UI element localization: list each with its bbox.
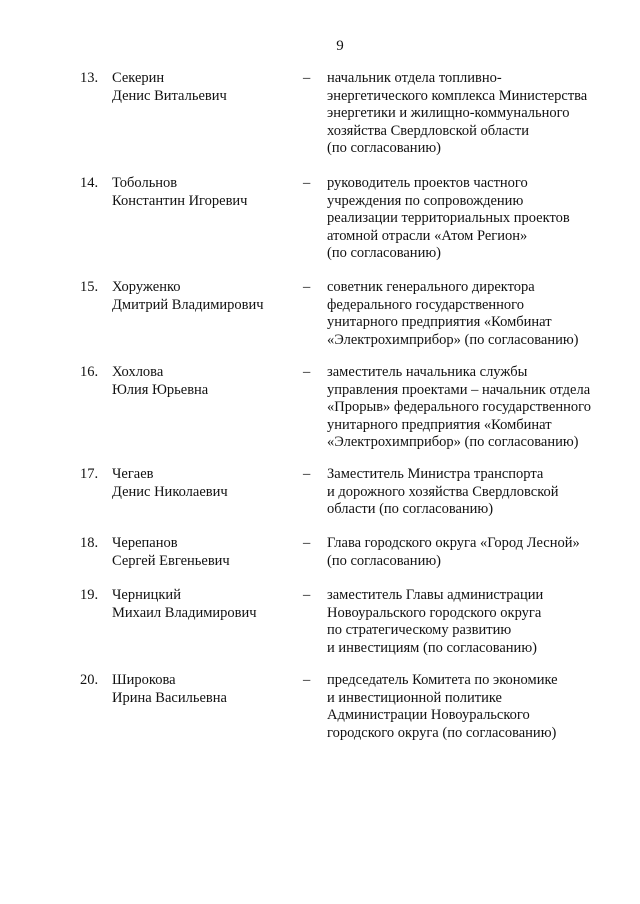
surname: Тобольнов xyxy=(112,175,178,191)
description-line: городского округа (по согласованию) xyxy=(327,724,557,741)
surname: Широкова xyxy=(112,672,176,688)
person-name xyxy=(112,70,297,105)
description-line: «Прорыв» федерального государственного xyxy=(327,399,591,415)
page-number: 9 xyxy=(336,38,344,54)
position-description xyxy=(327,672,617,742)
description-line: советник генерального директора xyxy=(327,279,535,295)
given-names: Юлия Юрьевна xyxy=(112,381,209,398)
person-name xyxy=(112,535,297,570)
separator-dash: – xyxy=(303,535,311,551)
given-names: Михаил Владимирович xyxy=(112,604,257,621)
description-line: по стратегическому развитию xyxy=(327,622,512,638)
description-line: заместитель начальника службы xyxy=(327,364,528,380)
separator-dash: – xyxy=(303,587,311,603)
description-line: председатель Комитета по экономике xyxy=(327,672,558,688)
description-line: Заместитель Министра транспорта xyxy=(327,466,544,482)
surname: Черницкий xyxy=(112,587,181,603)
description-line: энергетики и жилищно-коммунального xyxy=(327,105,570,121)
separator-dash: – xyxy=(303,175,311,191)
given-names: Дмитрий Владимирович xyxy=(112,296,264,313)
separator-dash: – xyxy=(303,672,311,688)
item-number: 17. xyxy=(80,466,99,482)
description-line: управления проектами – начальник отдела xyxy=(327,381,591,398)
description-line: Администрации Новоуральского xyxy=(327,707,530,723)
surname: Черепанов xyxy=(112,535,178,551)
description-line: и инвестиционной политике xyxy=(327,689,502,706)
given-names: Денис Николаевич xyxy=(112,483,228,500)
separator-dash: – xyxy=(303,279,311,295)
given-names: Денис Витальевич xyxy=(112,87,227,104)
position-description xyxy=(327,279,617,349)
description-line: унитарного предприятия «Комбинат xyxy=(327,416,552,433)
person-name xyxy=(112,175,297,210)
position-description xyxy=(327,535,617,570)
surname: Секерин xyxy=(112,70,165,86)
description-line: Новоуральского городского округа xyxy=(327,604,542,621)
given-names: Сергей Евгеньевич xyxy=(112,552,230,569)
item-number: 16. xyxy=(80,364,99,380)
item-number: 19. xyxy=(80,587,99,603)
position-description xyxy=(327,175,617,263)
description-line: «Электрохимприбор» (по согласованию) xyxy=(327,331,579,348)
description-line: хозяйства Свердловской области xyxy=(327,122,529,139)
description-line: и инвестициям (по согласованию) xyxy=(327,639,537,656)
description-line: унитарного предприятия «Комбинат xyxy=(327,314,552,330)
description-line: реализации территориальных проектов xyxy=(327,210,570,226)
separator-dash: – xyxy=(303,70,311,86)
description-line: (по согласованию) xyxy=(327,552,441,569)
separator-dash: – xyxy=(303,466,311,482)
description-line: «Электрохимприбор» (по согласованию) xyxy=(327,434,579,450)
item-number: 20. xyxy=(80,672,99,688)
description-line: области (по согласованию) xyxy=(327,501,494,517)
description-line: (по согласованию) xyxy=(327,245,441,261)
person-name xyxy=(112,587,297,622)
surname: Хохлова xyxy=(112,364,164,380)
surname: Чегаев xyxy=(112,466,154,482)
description-line: заместитель Главы администрации xyxy=(327,587,544,603)
description-line: федерального государственного xyxy=(327,296,525,313)
description-line: (по согласованию) xyxy=(327,140,441,156)
given-names: Ирина Васильевна xyxy=(112,689,227,706)
position-description xyxy=(327,466,617,519)
person-name xyxy=(112,364,297,399)
surname: Хоруженко xyxy=(112,279,181,295)
given-names: Константин Игоревич xyxy=(112,192,248,209)
separator-dash: – xyxy=(303,364,311,380)
description-line: атомной отрасли «Атом Регион» xyxy=(327,227,528,244)
item-number: 15. xyxy=(80,279,99,295)
item-number: 18. xyxy=(80,535,99,551)
description-line: учреждения по сопровождению xyxy=(327,192,524,209)
person-name xyxy=(112,466,297,501)
position-description xyxy=(327,70,617,158)
description-line: начальник отдела топливно- xyxy=(327,70,502,86)
item-number: 14. xyxy=(80,175,99,191)
person-name xyxy=(112,672,297,707)
position-description xyxy=(327,364,617,452)
description-line: Глава городского округа «Город Лесной» xyxy=(327,535,580,551)
position-description xyxy=(327,587,617,657)
item-number: 13. xyxy=(80,70,99,86)
description-line: и дорожного хозяйства Свердловской xyxy=(327,483,559,500)
description-line: руководитель проектов частного xyxy=(327,175,528,191)
person-name xyxy=(112,279,297,314)
description-line: энергетического комплекса Министерства xyxy=(327,87,588,104)
